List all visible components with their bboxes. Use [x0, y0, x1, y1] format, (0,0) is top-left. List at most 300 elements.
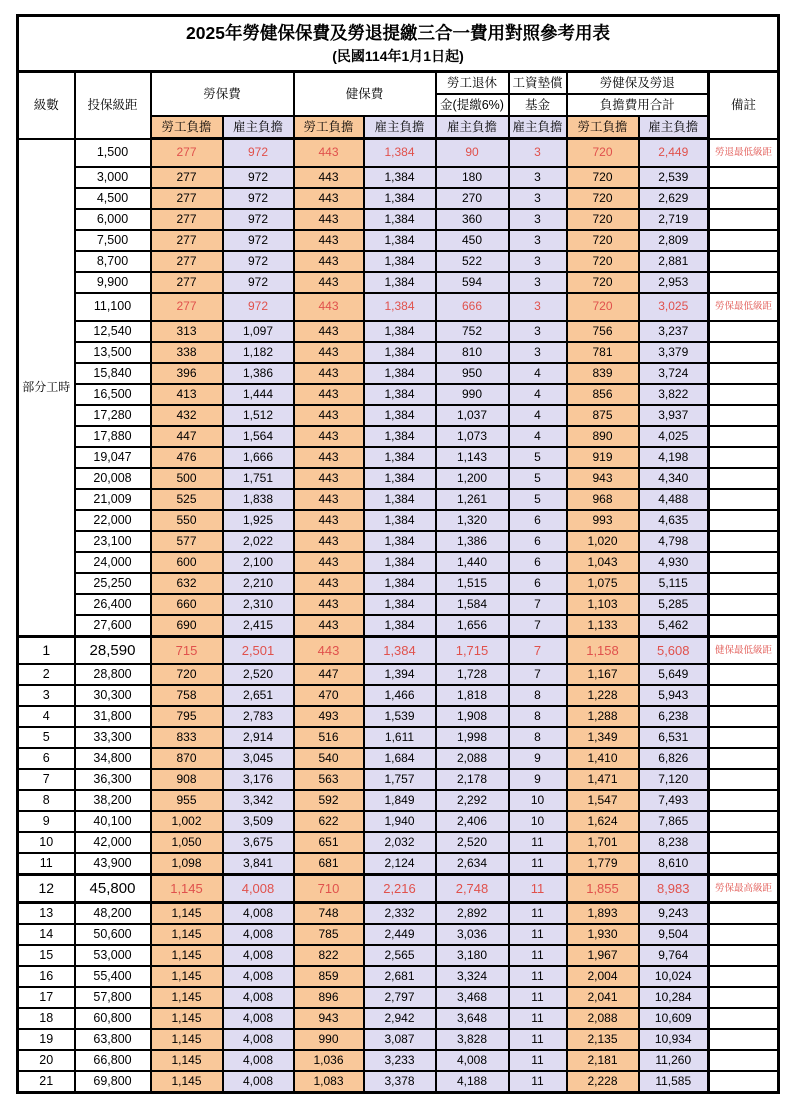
table-row: [18, 685, 779, 706]
bracket-cell: 9,900: [75, 272, 151, 293]
value-cell: 443: [294, 594, 364, 615]
table-row: [18, 188, 779, 209]
value-cell: 1,133: [567, 615, 639, 637]
remark-cell: [709, 769, 779, 790]
table-row: [18, 811, 779, 832]
value-cell: 2,004: [567, 966, 639, 987]
table-row: [18, 1029, 779, 1050]
bracket-cell: 31,800: [75, 706, 151, 727]
value-cell: 5: [509, 447, 567, 468]
value-cell: 516: [294, 727, 364, 748]
value-cell: 277: [151, 251, 223, 272]
col-header-employer-share-4: 雇主負擔: [509, 116, 567, 139]
header-row-group1: [18, 72, 779, 95]
value-cell: 2,797: [364, 987, 436, 1008]
value-cell: 1,930: [567, 924, 639, 945]
value-cell: 3: [509, 167, 567, 188]
value-cell: 990: [436, 384, 509, 405]
remark-cell: [709, 468, 779, 489]
value-cell: 500: [151, 468, 223, 489]
value-cell: 8: [509, 727, 567, 748]
value-cell: 270: [436, 188, 509, 209]
value-cell: 1,073: [436, 426, 509, 447]
value-cell: 2,881: [639, 251, 709, 272]
remark-cell: [709, 1071, 779, 1093]
value-cell: 4,198: [639, 447, 709, 468]
col-header-wage-fund-line1: 工資墊償: [509, 72, 567, 95]
col-header-bracket: 投保級距: [75, 72, 151, 139]
bracket-cell: 63,800: [75, 1029, 151, 1050]
bracket-cell: 53,000: [75, 945, 151, 966]
bracket-cell: 50,600: [75, 924, 151, 945]
value-cell: 758: [151, 685, 223, 706]
value-cell: 2,041: [567, 987, 639, 1008]
value-cell: 720: [567, 293, 639, 321]
remark-cell: 勞保最高級距: [709, 875, 779, 903]
value-cell: 3: [509, 321, 567, 342]
value-cell: 1,384: [364, 209, 436, 230]
remark-cell: [709, 342, 779, 363]
value-cell: 4: [509, 426, 567, 447]
value-cell: 1,539: [364, 706, 436, 727]
col-header-pension-line2: 金(提繳6%): [436, 94, 509, 116]
bracket-cell: 30,300: [75, 685, 151, 706]
col-header-labor-share-1: 勞工負擔: [151, 116, 223, 139]
table-row: [18, 664, 779, 685]
table-row: [18, 1071, 779, 1093]
remark-cell: [709, 384, 779, 405]
value-cell: 972: [223, 230, 294, 251]
value-cell: 413: [151, 384, 223, 405]
col-header-wage-fund-line2: 基金: [509, 94, 567, 116]
level-cell: 18: [18, 1008, 75, 1029]
value-cell: 972: [223, 139, 294, 167]
value-cell: 600: [151, 552, 223, 573]
value-cell: 10: [509, 790, 567, 811]
value-cell: 3,675: [223, 832, 294, 853]
value-cell: 1,440: [436, 552, 509, 573]
value-cell: 1,394: [364, 664, 436, 685]
value-cell: 2,783: [223, 706, 294, 727]
value-cell: 550: [151, 510, 223, 531]
value-cell: 1,386: [436, 531, 509, 552]
value-cell: 9: [509, 769, 567, 790]
value-cell: 1,384: [364, 489, 436, 510]
value-cell: 1,002: [151, 811, 223, 832]
value-cell: 540: [294, 748, 364, 769]
value-cell: 2,415: [223, 615, 294, 637]
col-header-pension-line1: 勞工退休: [436, 72, 509, 95]
value-cell: 2,501: [223, 636, 294, 664]
value-cell: 752: [436, 321, 509, 342]
value-cell: 690: [151, 615, 223, 637]
value-cell: 715: [151, 636, 223, 664]
value-cell: 3,822: [639, 384, 709, 405]
value-cell: 4,798: [639, 531, 709, 552]
remark-cell: [709, 615, 779, 637]
table-row: [18, 1050, 779, 1071]
value-cell: 2,032: [364, 832, 436, 853]
value-cell: 955: [151, 790, 223, 811]
value-cell: 1,097: [223, 321, 294, 342]
remark-cell: [709, 790, 779, 811]
part-time-merged-cell: 部分工時: [18, 139, 75, 637]
value-cell: 3,237: [639, 321, 709, 342]
col-header-employer-share-5: 雇主負擔: [639, 116, 709, 139]
value-cell: 2,124: [364, 853, 436, 875]
value-cell: 447: [294, 664, 364, 685]
level-cell: 2: [18, 664, 75, 685]
value-cell: 4,008: [223, 875, 294, 903]
value-cell: 4,008: [223, 1008, 294, 1029]
value-cell: 1,384: [364, 594, 436, 615]
value-cell: 622: [294, 811, 364, 832]
value-cell: 3: [509, 293, 567, 321]
value-cell: 2,719: [639, 209, 709, 230]
table-row: [18, 342, 779, 363]
value-cell: 4: [509, 384, 567, 405]
remark-cell: [709, 230, 779, 251]
value-cell: 1,145: [151, 945, 223, 966]
value-cell: 3: [509, 230, 567, 251]
value-cell: 4: [509, 405, 567, 426]
value-cell: 443: [294, 552, 364, 573]
value-cell: 2,210: [223, 573, 294, 594]
value-cell: 180: [436, 167, 509, 188]
value-cell: 1,098: [151, 853, 223, 875]
bracket-cell: 43,900: [75, 853, 151, 875]
remark-cell: [709, 903, 779, 925]
bracket-cell: 12,540: [75, 321, 151, 342]
value-cell: 577: [151, 531, 223, 552]
value-cell: 443: [294, 230, 364, 251]
value-cell: 592: [294, 790, 364, 811]
value-cell: 1,564: [223, 426, 294, 447]
remark-cell: [709, 594, 779, 615]
value-cell: 720: [567, 230, 639, 251]
bracket-cell: 16,500: [75, 384, 151, 405]
level-cell: 16: [18, 966, 75, 987]
col-header-employer-share-2: 雇主負擔: [364, 116, 436, 139]
value-cell: 1,466: [364, 685, 436, 706]
value-cell: 785: [294, 924, 364, 945]
value-cell: 8: [509, 685, 567, 706]
value-cell: 1,384: [364, 230, 436, 251]
remark-cell: [709, 167, 779, 188]
bracket-cell: 22,000: [75, 510, 151, 531]
table-row: [18, 293, 779, 321]
table-row: [18, 167, 779, 188]
value-cell: 1,145: [151, 1071, 223, 1093]
value-cell: 1,444: [223, 384, 294, 405]
value-cell: 8,610: [639, 853, 709, 875]
page-subtitle: (民國114年1月1日起): [332, 48, 464, 65]
value-cell: 1,384: [364, 531, 436, 552]
value-cell: 720: [567, 209, 639, 230]
bracket-cell: 28,590: [75, 636, 151, 664]
value-cell: 1,200: [436, 468, 509, 489]
value-cell: 7,865: [639, 811, 709, 832]
value-cell: 1,020: [567, 531, 639, 552]
value-cell: 11: [509, 945, 567, 966]
value-cell: 839: [567, 363, 639, 384]
value-cell: 720: [567, 167, 639, 188]
value-cell: 1,384: [364, 139, 436, 167]
col-header-employer-share-1: 雇主負擔: [223, 116, 294, 139]
value-cell: 822: [294, 945, 364, 966]
value-cell: 1,384: [364, 363, 436, 384]
bracket-cell: 60,800: [75, 1008, 151, 1029]
remark-cell: [709, 272, 779, 293]
level-cell: 3: [18, 685, 75, 706]
value-cell: 443: [294, 342, 364, 363]
bracket-cell: 33,300: [75, 727, 151, 748]
remark-cell: [709, 811, 779, 832]
value-cell: 1,167: [567, 664, 639, 685]
bracket-cell: 45,800: [75, 875, 151, 903]
table-row: [18, 706, 779, 727]
value-cell: 890: [567, 426, 639, 447]
bracket-cell: 7,500: [75, 230, 151, 251]
value-cell: 968: [567, 489, 639, 510]
remark-cell: [709, 748, 779, 769]
value-cell: 660: [151, 594, 223, 615]
remark-cell: [709, 727, 779, 748]
value-cell: 9,243: [639, 903, 709, 925]
value-cell: 11,260: [639, 1050, 709, 1071]
value-cell: 1,855: [567, 875, 639, 903]
value-cell: 5,285: [639, 594, 709, 615]
value-cell: 9,504: [639, 924, 709, 945]
table-row: [18, 510, 779, 531]
value-cell: 3,233: [364, 1050, 436, 1071]
table-row: [18, 727, 779, 748]
value-cell: 1,384: [364, 321, 436, 342]
value-cell: 3,036: [436, 924, 509, 945]
value-cell: 972: [223, 188, 294, 209]
level-cell: 4: [18, 706, 75, 727]
value-cell: 277: [151, 188, 223, 209]
bracket-cell: 4,500: [75, 188, 151, 209]
value-cell: 11: [509, 853, 567, 875]
value-cell: 1,036: [294, 1050, 364, 1071]
table-row: [18, 272, 779, 293]
col-header-health-fee: 健保費: [294, 72, 436, 117]
value-cell: 277: [151, 167, 223, 188]
value-cell: 1,043: [567, 552, 639, 573]
col-header-remark: 備註: [709, 72, 779, 139]
value-cell: 5,115: [639, 573, 709, 594]
value-cell: 5,649: [639, 664, 709, 685]
value-cell: 3,045: [223, 748, 294, 769]
bracket-cell: 38,200: [75, 790, 151, 811]
bracket-cell: 48,200: [75, 903, 151, 925]
value-cell: 3,180: [436, 945, 509, 966]
table-row: [18, 790, 779, 811]
table-row: [18, 573, 779, 594]
bracket-cell: 11,100: [75, 293, 151, 321]
level-cell: 17: [18, 987, 75, 1008]
value-cell: 11: [509, 966, 567, 987]
level-cell: 11: [18, 853, 75, 875]
value-cell: 2,449: [639, 139, 709, 167]
value-cell: 3,937: [639, 405, 709, 426]
table-row: [18, 945, 779, 966]
value-cell: 1,656: [436, 615, 509, 637]
value-cell: 1,083: [294, 1071, 364, 1093]
value-cell: 277: [151, 209, 223, 230]
value-cell: 2,809: [639, 230, 709, 251]
table-row: [18, 769, 779, 790]
page-title: 2025年勞健保保費及勞退提繳三合一費用對照參考用表: [186, 23, 610, 43]
value-cell: 11,585: [639, 1071, 709, 1093]
value-cell: 3,379: [639, 342, 709, 363]
level-cell: 13: [18, 903, 75, 925]
value-cell: 470: [294, 685, 364, 706]
value-cell: 666: [436, 293, 509, 321]
value-cell: 4,025: [639, 426, 709, 447]
bracket-cell: 25,250: [75, 573, 151, 594]
bracket-cell: 26,400: [75, 594, 151, 615]
value-cell: 6: [509, 510, 567, 531]
value-cell: 443: [294, 636, 364, 664]
value-cell: 993: [567, 510, 639, 531]
value-cell: 7: [509, 636, 567, 664]
value-cell: 1,384: [364, 405, 436, 426]
value-cell: 1,384: [364, 510, 436, 531]
value-cell: 4,008: [223, 1071, 294, 1093]
col-header-employer-share-3: 雇主負擔: [436, 116, 509, 139]
value-cell: 6,238: [639, 706, 709, 727]
value-cell: 1,384: [364, 636, 436, 664]
remark-cell: [709, 1029, 779, 1050]
table-row: [18, 531, 779, 552]
value-cell: 2,651: [223, 685, 294, 706]
level-cell: 15: [18, 945, 75, 966]
value-cell: 443: [294, 251, 364, 272]
table-row: [18, 987, 779, 1008]
remark-cell: 健保最低級距: [709, 636, 779, 664]
value-cell: 1,145: [151, 1050, 223, 1071]
value-cell: 1,547: [567, 790, 639, 811]
value-cell: 1,838: [223, 489, 294, 510]
value-cell: 1,103: [567, 594, 639, 615]
value-cell: 1,384: [364, 615, 436, 637]
value-cell: 4,008: [223, 1050, 294, 1071]
value-cell: 447: [151, 426, 223, 447]
value-cell: 875: [567, 405, 639, 426]
value-cell: 5,462: [639, 615, 709, 637]
level-cell: 5: [18, 727, 75, 748]
value-cell: 2,942: [364, 1008, 436, 1029]
level-cell: 20: [18, 1050, 75, 1071]
value-cell: 1,145: [151, 1029, 223, 1050]
value-cell: 1,384: [364, 552, 436, 573]
level-cell: 14: [18, 924, 75, 945]
table-row: [18, 405, 779, 426]
table-row: [18, 903, 779, 925]
value-cell: 3: [509, 188, 567, 209]
value-cell: 972: [223, 251, 294, 272]
value-cell: 1,849: [364, 790, 436, 811]
value-cell: 10,024: [639, 966, 709, 987]
value-cell: 2,565: [364, 945, 436, 966]
value-cell: 1,261: [436, 489, 509, 510]
value-cell: 1,818: [436, 685, 509, 706]
value-cell: 4,930: [639, 552, 709, 573]
remark-cell: [709, 552, 779, 573]
value-cell: 360: [436, 209, 509, 230]
value-cell: 2,178: [436, 769, 509, 790]
value-cell: 4,008: [223, 1029, 294, 1050]
remark-cell: [709, 405, 779, 426]
value-cell: 720: [567, 272, 639, 293]
value-cell: 3,176: [223, 769, 294, 790]
value-cell: 563: [294, 769, 364, 790]
value-cell: 396: [151, 363, 223, 384]
value-cell: 2,520: [223, 664, 294, 685]
value-cell: 5: [509, 489, 567, 510]
bracket-cell: 3,000: [75, 167, 151, 188]
value-cell: 443: [294, 489, 364, 510]
level-cell: 9: [18, 811, 75, 832]
remark-cell: 勞保最低級距: [709, 293, 779, 321]
value-cell: 1,349: [567, 727, 639, 748]
value-cell: 11: [509, 924, 567, 945]
value-cell: 277: [151, 230, 223, 251]
value-cell: 6: [509, 531, 567, 552]
premium-table: [16, 14, 780, 1094]
bracket-cell: 17,280: [75, 405, 151, 426]
level-cell: 12: [18, 875, 75, 903]
value-cell: 2,892: [436, 903, 509, 925]
table-row: [18, 1008, 779, 1029]
level-cell: 7: [18, 769, 75, 790]
value-cell: 11: [509, 1071, 567, 1093]
value-cell: 443: [294, 384, 364, 405]
remark-cell: [709, 447, 779, 468]
value-cell: 4,488: [639, 489, 709, 510]
value-cell: 443: [294, 426, 364, 447]
remark-cell: [709, 1050, 779, 1071]
table-row: [18, 468, 779, 489]
value-cell: 3,828: [436, 1029, 509, 1050]
value-cell: 3: [509, 139, 567, 167]
value-cell: 4,635: [639, 510, 709, 531]
value-cell: 1,611: [364, 727, 436, 748]
value-cell: 710: [294, 875, 364, 903]
table-row: [18, 853, 779, 875]
value-cell: 277: [151, 272, 223, 293]
value-cell: 2,088: [567, 1008, 639, 1029]
value-cell: 1,145: [151, 1008, 223, 1029]
value-cell: 1,145: [151, 924, 223, 945]
bracket-cell: 28,800: [75, 664, 151, 685]
value-cell: 11: [509, 903, 567, 925]
value-cell: 1,584: [436, 594, 509, 615]
value-cell: 3: [509, 272, 567, 293]
value-cell: 1,908: [436, 706, 509, 727]
level-cell: 10: [18, 832, 75, 853]
value-cell: 4,008: [436, 1050, 509, 1071]
value-cell: 277: [151, 293, 223, 321]
value-cell: 3,342: [223, 790, 294, 811]
value-cell: 1,386: [223, 363, 294, 384]
value-cell: 2,292: [436, 790, 509, 811]
value-cell: 908: [151, 769, 223, 790]
value-cell: 4,008: [223, 966, 294, 987]
value-cell: 990: [294, 1029, 364, 1050]
